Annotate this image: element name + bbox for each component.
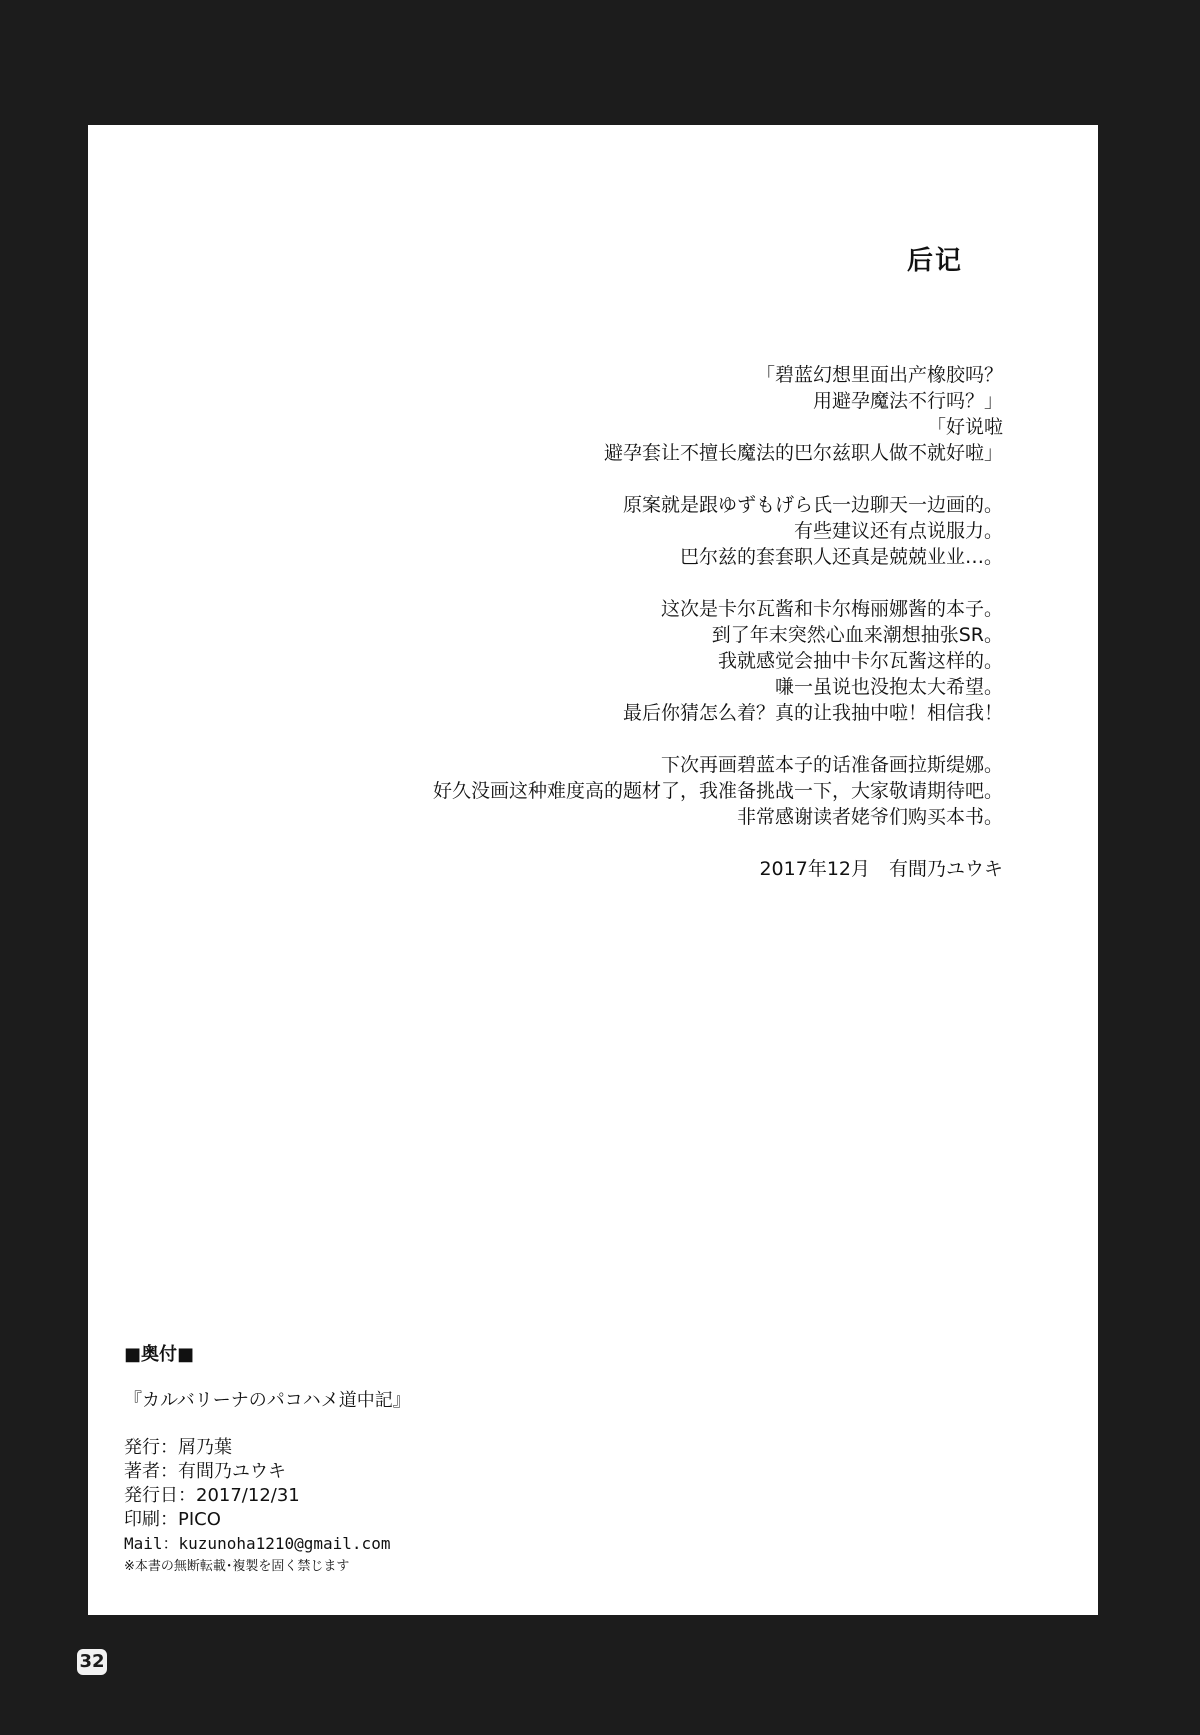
text-line: 这次是卡尔瓦酱和卡尔梅丽娜酱的本子。 (660, 598, 1003, 620)
paragraph-3 (103, 596, 1003, 726)
signature: 2017年12月 有間乃ユウキ (759, 858, 1003, 880)
text-line: 避孕套让不擅长魔法的巴尔兹职人做不就好啦」 (603, 442, 1003, 464)
text-line: 「好说啦 (926, 416, 1003, 438)
text-line: 原案就是跟ゆずもげら氏一边聊天一边画的。 (622, 494, 1003, 516)
author: 著者：有間乃ユウキ (124, 1461, 286, 1482)
paragraph-1 (103, 362, 1003, 466)
publisher: 発行：屑乃葉 (124, 1437, 232, 1458)
text-line: 「碧蓝幻想里面出产橡胶吗？ (755, 364, 1003, 386)
book-title: 『カルバリーナのパコハメ道中記』 (124, 1390, 411, 1411)
text-line: 最后你猜怎么着？真的让我抽中啦！相信我！ (622, 702, 1003, 724)
printer: 印刷：PICO (124, 1509, 221, 1530)
colophon (124, 1340, 724, 1576)
paragraph-4 (103, 752, 1003, 830)
text-line: 有些建议还有点说服力。 (793, 520, 1003, 542)
text-line: 非常感谢读者姥爷们购买本书。 (736, 806, 1003, 828)
text-line: 用避孕魔法不行吗？」 (812, 390, 1003, 412)
contact-email: Mail：kuzunoha1210@gmail.com (124, 1534, 391, 1553)
colophon-heading: ■奥付■ (124, 1344, 195, 1365)
copyright-notice: ※本書の無断転載･複製を固く禁じます (124, 1559, 350, 1574)
publish-date: 発行日：2017/12/31 (124, 1485, 300, 1506)
text-line: 到了年末突然心血来潮想抽张SR。 (711, 624, 1003, 646)
page-sheet (88, 125, 1098, 1615)
page-title: 后记 (906, 246, 963, 276)
afterword-body (103, 362, 1003, 882)
paragraph-2 (103, 492, 1003, 570)
text-line: 下次再画碧蓝本子的话准备画拉斯缇娜。 (660, 754, 1003, 776)
page-number: 32 (77, 1649, 107, 1675)
text-line: 嗛一虽说也没抱太大希望。 (774, 676, 1003, 698)
text-line: 我就感觉会抽中卡尔瓦酱这样的。 (717, 650, 1003, 672)
text-line: 巴尔兹的套套职人还真是兢兢业业…。 (679, 546, 1003, 568)
text-line: 好久没画这种难度高的题材了，我准备挑战一下，大家敬请期待吧。 (432, 780, 1003, 802)
